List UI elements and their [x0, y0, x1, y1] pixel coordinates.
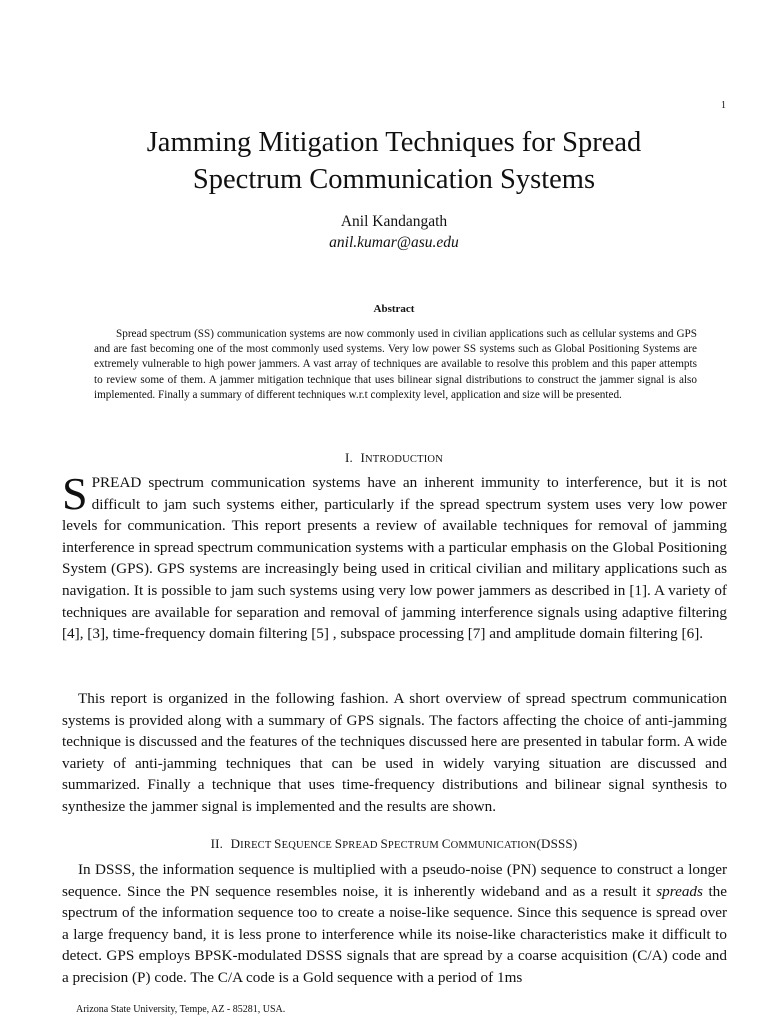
- dsss-text-after: the spectrum of the information sequence too to create a noise-like sequence. Since this sequence is spread over a large frequency band, it is less prone to interference while its noise-like characteristics make it difficult to detect. GPS employs BPSK-modulated DSSS signals that are spread by a coarse acquisition (C/A) code and a precision (P) code. The C/A code is a Gold sequence with a period of 1ms: [62, 882, 728, 986]
- page-number: 1: [721, 100, 726, 111]
- affiliation-footnote: Arizona State University, Tempe, AZ - 85281, USA.: [76, 1004, 286, 1015]
- title-part-rest: OMMUNICATION: [450, 840, 537, 851]
- section-heading-introduction: [60, 450, 728, 466]
- author-email: anil.kumar@asu.edu: [329, 234, 459, 251]
- section-number: I.: [345, 450, 353, 465]
- title-part-rest: IRECT: [240, 840, 275, 851]
- title-line-2: Spectrum Communication Systems: [192, 164, 596, 195]
- title-part-rest: EQUENCE: [281, 840, 335, 851]
- abstract-heading: Abstract: [373, 303, 415, 315]
- intro-paragraph-2: This report is organized in the following fashion. A short overview of spread spectrum communication systems is provided along with a summary of GPS signals. The factors affecting the choice of anti-jamming technique is discussed and the features of the techniques discussed here are presented in tabular form. A wide variety of anti-jamming techniques that can be used in widely varying situation are discussed and summarized. Finally a technique that uses time-frequency distributions and bilinear signal synthesis to synthesize the jammer signal is implemented and the results are shown.: [62, 690, 727, 815]
- dsss-paragraph-1: [62, 859, 727, 989]
- title-part-initial: S: [380, 836, 388, 851]
- paper-title: [60, 124, 728, 198]
- section-number: II.: [210, 836, 224, 851]
- section-title: [231, 836, 578, 851]
- dsss-text-before: In DSSS, the information sequence is multiplied with a pseudo-noise (PN) sequence to construct a longer sequence. Since the PN sequence resembles noise, it is inherently wideband and as a result it: [62, 861, 727, 900]
- intro-paragraph-1: [62, 468, 727, 645]
- title-part-initial: D: [230, 836, 241, 851]
- title-part-initial: S: [334, 836, 343, 851]
- title-part-rest: PREAD: [342, 840, 381, 851]
- title-suffix: (DSSS): [536, 836, 578, 851]
- intro-paragraph-1-text: spectrum communication systems have an inherent immunity to interference, but it is not difficult to jam such systems either, particularly if the spread spectrum system uses very low power levels for communication. This report presents a review of available techniques for removal of jamming interference in spread spectrum communication systems with a particular emphasis on the Global Positioning System (GPS). GPS systems are increasingly being used in critical civilian and military applications such as navigation. It is possible to jam such systems using very low power jammers as described in [1]. A variety of techniques are available for separation and removal of jamming interference signals using adaptive filtering [4], [3], time-frequency domain filtering [5] , subspace processing [7] and amplitude domain filtering [6].: [62, 474, 727, 643]
- dsss-emphasis: spreads: [656, 882, 703, 900]
- section-title-initial: I: [360, 450, 365, 465]
- section-title-rest: NTRODUCTION: [364, 454, 443, 465]
- author-name: Anil Kandangath: [340, 213, 448, 230]
- title-part-rest: PECTRUM: [387, 840, 442, 851]
- title-part-initial: C: [441, 836, 451, 851]
- intro-lead-word: PREAD: [91, 474, 142, 491]
- title-line-1: Jamming Mitigation Techniques for Spread: [146, 127, 642, 158]
- abstract-text: Spread spectrum (SS) communication systems are now commonly used in civilian applications such as cellular systems and GPS and are fast becoming one of the most commonly used systems. Very low power SS systems such as Global Positioning Systems are extremely vulnerable to high power jammers. A vast array of techniques are available to resolve this problem and this paper attempts to review some of them. A jammer mitigation technique that uses bilinear signal distributions to construct the jammer signal is also implemented. Finally a summary of different techniques w.r.t complexity level, application and size will be presented.: [94, 328, 697, 401]
- title-part-initial: S: [274, 836, 282, 851]
- drop-cap: S: [62, 468, 88, 519]
- section-heading-dsss: [60, 836, 728, 852]
